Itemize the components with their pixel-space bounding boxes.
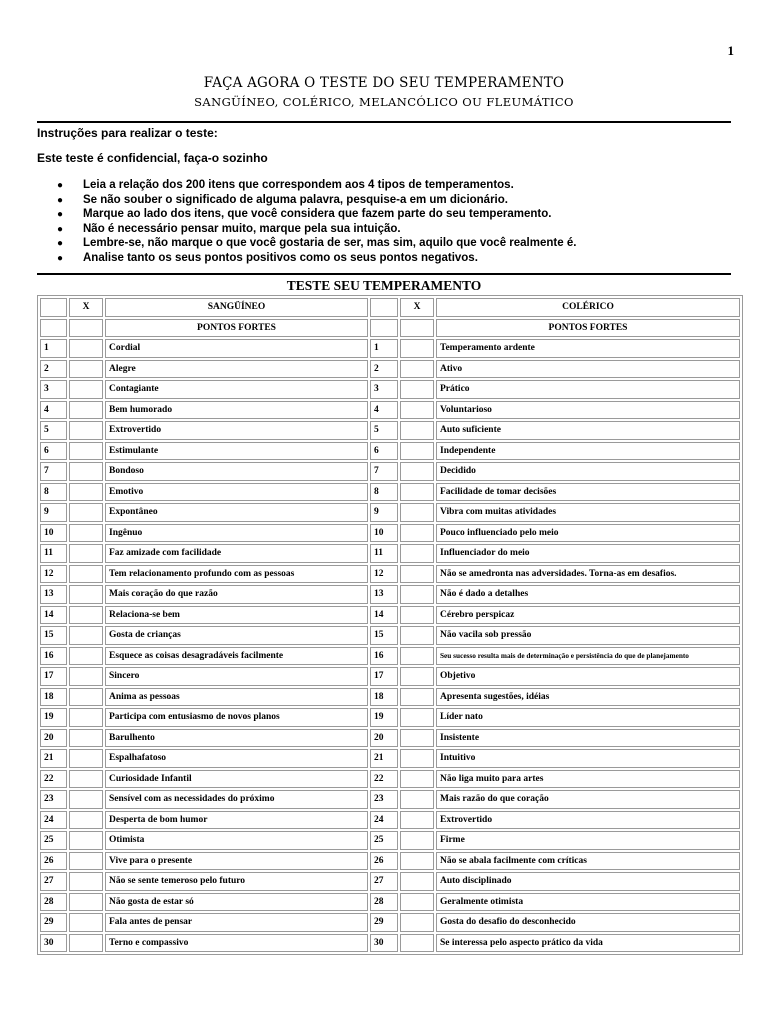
subheader-pontos-fortes-right: PONTOS FORTES — [436, 319, 740, 338]
mark-checkbox-colerico[interactable] — [400, 442, 434, 461]
item-text-colerico: Geralmente otimista — [436, 893, 740, 912]
item-number-colerico: 10 — [370, 524, 398, 543]
item-number-colerico: 20 — [370, 729, 398, 748]
table-row — [40, 544, 740, 563]
table-row — [40, 626, 740, 645]
table-row — [40, 360, 740, 379]
table-subheader-row — [40, 319, 740, 338]
mark-checkbox-colerico[interactable] — [400, 503, 434, 522]
table-title: TESTE SEU TEMPERAMENTO — [286, 278, 482, 293]
item-number-sanguineo: 26 — [40, 852, 67, 871]
mark-checkbox-colerico[interactable] — [400, 749, 434, 768]
page-number: 1 — [727, 43, 734, 58]
table-row — [40, 790, 740, 809]
item-text-sanguineo: Barulhento — [105, 729, 368, 748]
item-number-colerico: 4 — [370, 401, 398, 420]
item-text-colerico: Auto suficiente — [436, 421, 740, 440]
item-text-colerico: Influenciador do meio — [436, 544, 740, 563]
item-number-colerico: 2 — [370, 360, 398, 379]
item-text-colerico: Temperamento ardente — [436, 339, 740, 358]
subheader-pontos-fortes-left: PONTOS FORTES — [105, 319, 368, 338]
header-number-cell — [370, 298, 398, 317]
mark-checkbox-sanguineo[interactable] — [69, 565, 103, 584]
list-item — [57, 222, 737, 237]
bullet-icon: ● — [57, 238, 64, 249]
item-text-colerico: Não se amedronta nas adversidades. Torna-as em desafios. — [436, 565, 740, 584]
item-text-colerico: Intuitivo — [436, 749, 740, 768]
mark-checkbox-colerico[interactable] — [400, 606, 434, 625]
instruction-text: Marque ao lado dos itens, que você considera que fazem parte do seu temperamento. — [83, 208, 552, 220]
item-number-sanguineo: 8 — [40, 483, 67, 502]
item-number-colerico: 8 — [370, 483, 398, 502]
item-text-colerico: Auto disciplinado — [436, 872, 740, 891]
item-text-sanguineo: Contagiante — [105, 380, 368, 399]
instruction-text: Lembre-se, não marque o que você gostaria de ser, mas sim, aquilo que você realmente é. — [83, 237, 577, 249]
table-row — [40, 380, 740, 399]
mark-checkbox-sanguineo[interactable] — [69, 729, 103, 748]
mark-checkbox-sanguineo[interactable] — [69, 708, 103, 727]
item-text-colerico: Pouco influenciado pelo meio — [436, 524, 740, 543]
item-number-colerico: 24 — [370, 811, 398, 830]
mark-checkbox-colerico[interactable] — [400, 544, 434, 563]
instruction-text: Analise tanto os seus pontos positivos como os seus pontos negativos. — [83, 251, 478, 264]
item-text-sanguineo: Não gosta de estar só — [105, 893, 368, 912]
item-text-sanguineo: Ingênuo — [105, 524, 368, 543]
table-row — [40, 852, 740, 871]
item-number-sanguineo: 24 — [40, 811, 67, 830]
table-row — [40, 811, 740, 830]
item-number-colerico: 13 — [370, 585, 398, 604]
item-number-sanguineo: 4 — [40, 401, 67, 420]
list-item — [57, 178, 737, 193]
item-text-colerico: Mais razão do que coração — [436, 790, 740, 809]
item-text-sanguineo: Tem relacionamento profundo com as pessoas — [105, 565, 368, 584]
item-number-sanguineo: 5 — [40, 421, 67, 440]
item-text-colerico: Ativo — [436, 360, 740, 379]
item-text-colerico: Voluntarioso — [436, 401, 740, 420]
item-number-colerico: 17 — [370, 667, 398, 686]
table-row — [40, 647, 740, 666]
mark-checkbox-sanguineo[interactable] — [69, 749, 103, 768]
item-text-sanguineo: Sincero — [105, 667, 368, 686]
item-number-sanguineo: 7 — [40, 462, 67, 481]
mark-checkbox-colerico[interactable] — [400, 770, 434, 789]
item-number-sanguineo: 28 — [40, 893, 67, 912]
item-text-sanguineo: Faz amizade com facilidade — [105, 544, 368, 563]
table-row — [40, 893, 740, 912]
mark-checkbox-colerico[interactable] — [400, 708, 434, 727]
item-text-sanguineo: Terno e compassivo — [105, 934, 368, 953]
mark-checkbox-colerico[interactable] — [400, 831, 434, 850]
mark-checkbox-colerico[interactable] — [400, 811, 434, 830]
table-row — [40, 913, 740, 932]
item-text-sanguineo: Mais coração do que razão — [105, 585, 368, 604]
table-row — [40, 503, 740, 522]
table-row — [40, 831, 740, 850]
table-row — [40, 688, 740, 707]
table-row — [40, 401, 740, 420]
mark-checkbox-sanguineo[interactable] — [69, 483, 103, 502]
item-number-sanguineo: 3 — [40, 380, 67, 399]
item-text-colerico: Insistente — [436, 729, 740, 748]
bottom-divider — [37, 273, 731, 275]
item-number-colerico: 15 — [370, 626, 398, 645]
item-text-colerico: Seu sucesso resulta mais de determinação e persistência do que de planejamento — [436, 647, 740, 666]
instruction-text: Leia a relação dos 200 itens que correspondem aos 4 tipos de temperamentos. — [83, 179, 514, 191]
item-text-colerico: Não é dado a detalhes — [436, 585, 740, 604]
table-row — [40, 729, 740, 748]
item-text-colerico: Extrovertido — [436, 811, 740, 830]
mark-checkbox-colerico[interactable] — [400, 872, 434, 891]
instruction-text: Se não souber o significado de alguma palavra, pesquise-a em um dicionário. — [83, 193, 508, 206]
page-title: FAÇA AGORA O TESTE DO SEU TEMPERAMENTO — [203, 75, 565, 91]
table-row — [40, 421, 740, 440]
mark-checkbox-colerico[interactable] — [400, 790, 434, 809]
bullet-icon: ● — [57, 209, 64, 220]
subheader-empty-cell — [400, 319, 434, 338]
item-number-sanguineo: 10 — [40, 524, 67, 543]
item-number-colerico: 22 — [370, 770, 398, 789]
mark-checkbox-colerico[interactable] — [400, 380, 434, 399]
item-text-colerico: Firme — [436, 831, 740, 850]
item-text-sanguineo: Bondoso — [105, 462, 368, 481]
item-number-colerico: 3 — [370, 380, 398, 399]
item-text-colerico: Decidido — [436, 462, 740, 481]
item-number-sanguineo: 12 — [40, 565, 67, 584]
item-number-colerico: 27 — [370, 872, 398, 891]
item-number-sanguineo: 29 — [40, 913, 67, 932]
mark-checkbox-sanguineo[interactable] — [69, 339, 103, 358]
mark-checkbox-colerico[interactable] — [400, 483, 434, 502]
mark-checkbox-colerico[interactable] — [400, 524, 434, 543]
table-row — [40, 872, 740, 891]
item-text-colerico: Gosta do desafio do desconhecido — [436, 913, 740, 932]
item-text-sanguineo: Estimulante — [105, 442, 368, 461]
item-number-colerico: 11 — [370, 544, 398, 563]
item-text-sanguineo: Emotivo — [105, 483, 368, 502]
bullet-icon: ● — [57, 194, 64, 206]
item-text-sanguineo: Participa com entusiasmo de novos planos — [105, 708, 368, 727]
mark-checkbox-colerico[interactable] — [400, 688, 434, 707]
item-number-colerico: 14 — [370, 606, 398, 625]
item-number-colerico: 23 — [370, 790, 398, 809]
item-text-sanguineo: Esquece as coisas desagradáveis facilmente — [105, 647, 368, 666]
mark-checkbox-sanguineo[interactable] — [69, 360, 103, 379]
header-mark-sanguineo: X — [69, 298, 103, 317]
item-text-colerico: Líder nato — [436, 708, 740, 727]
subheader-empty-cell — [69, 319, 103, 338]
item-text-colerico: Objetivo — [436, 667, 740, 686]
mark-checkbox-colerico[interactable] — [400, 421, 434, 440]
item-text-colerico: Se interessa pelo aspecto prático da vida — [436, 934, 740, 953]
item-number-colerico: 9 — [370, 503, 398, 522]
item-number-sanguineo: 23 — [40, 790, 67, 809]
table-row — [40, 524, 740, 543]
item-number-sanguineo: 22 — [40, 770, 67, 789]
mark-checkbox-sanguineo[interactable] — [69, 913, 103, 932]
item-text-sanguineo: Relaciona-se bem — [105, 606, 368, 625]
table-row — [40, 708, 740, 727]
item-text-colerico: Não vacila sob pressão — [436, 626, 740, 645]
item-text-sanguineo: Sensível com as necessidades do próximo — [105, 790, 368, 809]
item-number-colerico: 12 — [370, 565, 398, 584]
temperament-table — [37, 295, 743, 955]
mark-checkbox-colerico[interactable] — [400, 565, 434, 584]
item-text-sanguineo: Vive para o presente — [105, 852, 368, 871]
mark-checkbox-sanguineo[interactable] — [69, 647, 103, 666]
item-number-sanguineo: 18 — [40, 688, 67, 707]
item-number-sanguineo: 11 — [40, 544, 67, 563]
table-row — [40, 565, 740, 584]
mark-checkbox-sanguineo[interactable] — [69, 503, 103, 522]
top-divider — [37, 121, 731, 123]
item-number-colerico: 30 — [370, 934, 398, 953]
mark-checkbox-sanguineo[interactable] — [69, 934, 103, 953]
table-header-row — [40, 298, 740, 317]
mark-checkbox-colerico[interactable] — [400, 934, 434, 953]
item-number-sanguineo: 19 — [40, 708, 67, 727]
mark-checkbox-sanguineo[interactable] — [69, 524, 103, 543]
mark-checkbox-colerico[interactable] — [400, 729, 434, 748]
item-number-colerico: 26 — [370, 852, 398, 871]
item-number-sanguineo: 27 — [40, 872, 67, 891]
mark-checkbox-colerico[interactable] — [400, 585, 434, 604]
item-text-sanguineo: Desperta de bom humor — [105, 811, 368, 830]
item-text-sanguineo: Extrovertido — [105, 421, 368, 440]
item-number-colerico: 6 — [370, 442, 398, 461]
mark-checkbox-sanguineo[interactable] — [69, 462, 103, 481]
mark-checkbox-colerico[interactable] — [400, 401, 434, 420]
table-row — [40, 749, 740, 768]
item-text-sanguineo: Fala antes de pensar — [105, 913, 368, 932]
item-number-sanguineo: 30 — [40, 934, 67, 953]
header-sanguineo: SANGÜÍNEO — [105, 298, 368, 317]
mark-checkbox-sanguineo[interactable] — [69, 688, 103, 707]
mark-checkbox-sanguineo[interactable] — [69, 401, 103, 420]
mark-checkbox-sanguineo[interactable] — [69, 606, 103, 625]
bullet-icon: ● — [57, 252, 64, 264]
item-number-sanguineo: 25 — [40, 831, 67, 850]
mark-checkbox-sanguineo[interactable] — [69, 442, 103, 461]
item-number-sanguineo: 1 — [40, 339, 67, 358]
item-number-colerico: 19 — [370, 708, 398, 727]
header-number-cell — [40, 298, 67, 317]
mark-checkbox-colerico[interactable] — [400, 360, 434, 379]
item-text-colerico: Não liga muito para artes — [436, 770, 740, 789]
item-number-sanguineo: 13 — [40, 585, 67, 604]
item-text-sanguineo: Otimista — [105, 831, 368, 850]
table-row — [40, 483, 740, 502]
item-text-sanguineo: Alegre — [105, 360, 368, 379]
item-number-sanguineo: 9 — [40, 503, 67, 522]
item-text-sanguineo: Espalhafatoso — [105, 749, 368, 768]
table-row — [40, 585, 740, 604]
table-row — [40, 339, 740, 358]
list-item — [57, 207, 737, 222]
instructions-list — [57, 178, 737, 265]
item-text-sanguineo: Curiosidade Infantil — [105, 770, 368, 789]
mark-checkbox-sanguineo[interactable] — [69, 421, 103, 440]
table-row — [40, 462, 740, 481]
item-text-sanguineo: Anima as pessoas — [105, 688, 368, 707]
mark-checkbox-sanguineo[interactable] — [69, 380, 103, 399]
item-text-colerico: Independente — [436, 442, 740, 461]
item-number-colerico: 18 — [370, 688, 398, 707]
item-number-colerico: 5 — [370, 421, 398, 440]
item-text-colerico: Facilidade de tomar decisões — [436, 483, 740, 502]
mark-checkbox-colerico[interactable] — [400, 339, 434, 358]
list-item — [57, 236, 737, 251]
mark-checkbox-sanguineo[interactable] — [69, 852, 103, 871]
table-row — [40, 442, 740, 461]
table-row — [40, 606, 740, 625]
mark-checkbox-sanguineo[interactable] — [69, 626, 103, 645]
mark-checkbox-sanguineo[interactable] — [69, 811, 103, 830]
item-number-sanguineo: 21 — [40, 749, 67, 768]
mark-checkbox-sanguineo[interactable] — [69, 770, 103, 789]
mark-checkbox-colerico[interactable] — [400, 852, 434, 871]
item-number-colerico: 29 — [370, 913, 398, 932]
item-number-colerico: 16 — [370, 647, 398, 666]
subheader-empty-cell — [370, 319, 398, 338]
item-number-colerico: 7 — [370, 462, 398, 481]
mark-checkbox-sanguineo[interactable] — [69, 585, 103, 604]
item-number-colerico: 25 — [370, 831, 398, 850]
item-text-colerico: Não se abala facilmente com críticas — [436, 852, 740, 871]
mark-checkbox-colerico[interactable] — [400, 647, 434, 666]
page-subtitle: SANGÜÍNEO, COLÉRICO, MELANCÓLICO OU FLEUMÁTICO — [194, 95, 574, 109]
item-text-sanguineo: Bem humorado — [105, 401, 368, 420]
mark-checkbox-colerico[interactable] — [400, 626, 434, 645]
mark-checkbox-colerico[interactable] — [400, 462, 434, 481]
header-colerico: COLÉRICO — [436, 298, 740, 317]
header-mark-colerico: X — [400, 298, 434, 317]
item-number-colerico: 21 — [370, 749, 398, 768]
table-row — [40, 667, 740, 686]
item-number-sanguineo: 16 — [40, 647, 67, 666]
mark-checkbox-sanguineo[interactable] — [69, 790, 103, 809]
item-text-sanguineo: Não se sente temeroso pelo futuro — [105, 872, 368, 891]
instruction-text: Não é necessário pensar muito, marque pela sua intuição. — [83, 222, 401, 235]
list-item — [57, 193, 737, 208]
mark-checkbox-sanguineo[interactable] — [69, 893, 103, 912]
item-number-sanguineo: 20 — [40, 729, 67, 748]
confidential-note: Este teste é confidencial, faça-o sozinho — [37, 151, 268, 165]
item-number-sanguineo: 14 — [40, 606, 67, 625]
item-text-sanguineo: Gosta de crianças — [105, 626, 368, 645]
mark-checkbox-sanguineo[interactable] — [69, 544, 103, 563]
item-text-colerico: Apresenta sugestões, idéias — [436, 688, 740, 707]
item-text-colerico: Vibra com muitas atividades — [436, 503, 740, 522]
item-text-sanguineo: Expontâneo — [105, 503, 368, 522]
table-row — [40, 934, 740, 953]
item-text-colerico: Cérebro perspicaz — [436, 606, 740, 625]
item-number-colerico: 28 — [370, 893, 398, 912]
item-text-sanguineo: Cordial — [105, 339, 368, 358]
item-number-sanguineo: 6 — [40, 442, 67, 461]
mark-checkbox-sanguineo[interactable] — [69, 667, 103, 686]
mark-checkbox-colerico[interactable] — [400, 913, 434, 932]
mark-checkbox-colerico[interactable] — [400, 893, 434, 912]
list-item — [57, 251, 737, 266]
item-number-sanguineo: 17 — [40, 667, 67, 686]
item-number-colerico: 1 — [370, 339, 398, 358]
item-number-sanguineo: 2 — [40, 360, 67, 379]
item-number-sanguineo: 15 — [40, 626, 67, 645]
subheader-empty-cell — [40, 319, 67, 338]
item-text-colerico: Prático — [436, 380, 740, 399]
bullet-icon: ● — [57, 180, 64, 191]
mark-checkbox-sanguineo[interactable] — [69, 831, 103, 850]
mark-checkbox-colerico[interactable] — [400, 667, 434, 686]
table-row — [40, 770, 740, 789]
mark-checkbox-sanguineo[interactable] — [69, 872, 103, 891]
bullet-icon: ● — [57, 223, 64, 235]
instructions-heading: Instruções para realizar o teste: — [37, 126, 218, 140]
